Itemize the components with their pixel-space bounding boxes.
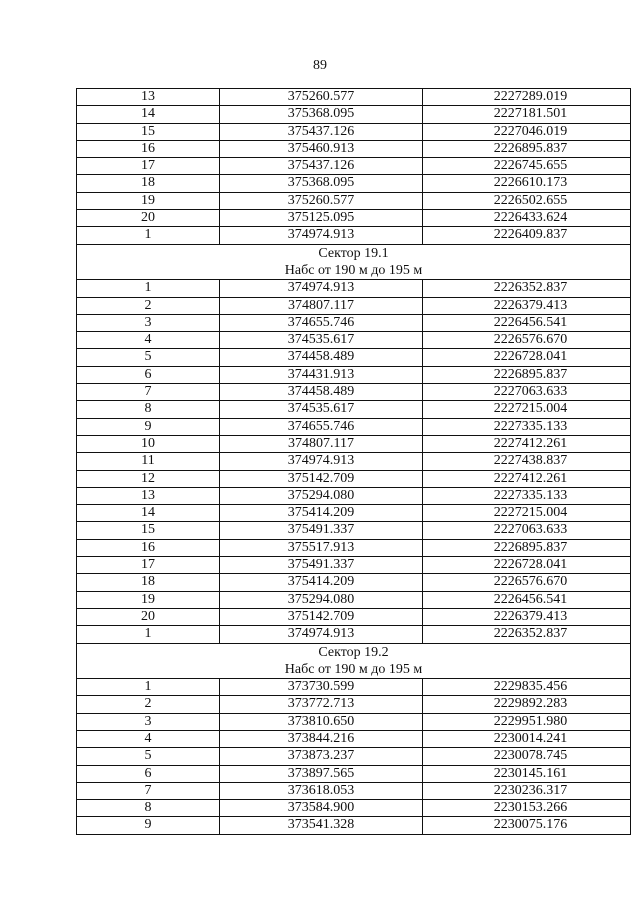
cell-text: 14 xyxy=(141,505,155,521)
cell-text: 374807.117 xyxy=(288,297,354,313)
y-coordinate-cell xyxy=(423,349,631,366)
cell-text: 13 xyxy=(141,89,155,104)
y-coordinate-cell xyxy=(423,592,631,609)
x-coordinate-cell xyxy=(220,436,423,453)
x-coordinate-cell xyxy=(220,783,423,800)
table-row xyxy=(77,436,631,453)
section-subtitle: Набс от 190 м до 195 м xyxy=(284,661,423,677)
cell-text: 9 xyxy=(144,817,152,833)
cell-text: 2229951.980 xyxy=(493,713,568,729)
section-title: Сектор 19.2 xyxy=(318,644,389,660)
point-number-cell xyxy=(77,574,220,591)
cell-text: 16 xyxy=(141,539,155,555)
table-row xyxy=(77,453,631,470)
cell-text: 2226576.670 xyxy=(493,574,568,590)
table-row xyxy=(77,696,631,713)
cell-text: 4 xyxy=(144,332,152,348)
cell-text: 2226379.413 xyxy=(493,297,568,313)
table-row xyxy=(77,298,631,315)
table-block xyxy=(77,280,631,643)
cell-text: 2226433.624 xyxy=(493,210,568,226)
cell-text: 2227046.019 xyxy=(493,123,568,139)
point-number-cell xyxy=(77,367,220,384)
cell-text: 2230014.241 xyxy=(493,730,568,746)
cell-text: 20 xyxy=(141,608,155,624)
table-row xyxy=(77,89,631,106)
cell-text: 2230075.176 xyxy=(493,817,568,833)
y-coordinate-cell xyxy=(423,609,631,626)
y-coordinate-cell xyxy=(423,748,631,765)
cell-text: 12 xyxy=(141,470,155,486)
x-coordinate-cell xyxy=(220,696,423,713)
table-row xyxy=(77,626,631,643)
y-coordinate-cell xyxy=(423,731,631,748)
cell-text: 2 xyxy=(144,696,152,712)
table-row xyxy=(77,280,631,297)
x-coordinate-cell xyxy=(220,766,423,783)
cell-text: 7 xyxy=(144,782,152,798)
point-number-cell xyxy=(77,419,220,436)
point-number-cell xyxy=(77,298,220,315)
table-row xyxy=(77,315,631,332)
y-coordinate-cell xyxy=(423,696,631,713)
table-row xyxy=(77,540,631,557)
point-number-cell xyxy=(77,106,220,123)
x-coordinate-cell xyxy=(220,175,423,192)
table-row xyxy=(77,193,631,210)
x-coordinate-cell xyxy=(220,609,423,626)
cell-text: 373810.650 xyxy=(287,713,355,729)
cell-text: 2227438.837 xyxy=(493,453,568,469)
x-coordinate-cell xyxy=(220,89,423,106)
cell-text: 375294.080 xyxy=(287,487,355,503)
y-coordinate-cell xyxy=(423,315,631,332)
point-number-cell xyxy=(77,210,220,227)
table-row xyxy=(77,679,631,696)
cell-text: 375437.126 xyxy=(287,123,355,139)
cell-text: 2227215.004 xyxy=(493,401,568,417)
point-number-cell xyxy=(77,679,220,696)
cell-text: 8 xyxy=(144,800,152,816)
cell-text: 374458.489 xyxy=(287,384,355,400)
x-coordinate-cell xyxy=(220,349,423,366)
cell-text: 375491.337 xyxy=(287,557,355,573)
x-coordinate-cell xyxy=(220,298,423,315)
table-row xyxy=(77,175,631,192)
y-coordinate-cell xyxy=(423,488,631,505)
cell-text: 2226728.041 xyxy=(493,557,568,573)
cell-text: 2227063.633 xyxy=(493,522,568,538)
cell-text: 2226728.041 xyxy=(493,349,568,365)
cell-text: 2227181.501 xyxy=(493,106,568,122)
cell-text: 375414.209 xyxy=(287,574,355,590)
cell-text: 2230153.266 xyxy=(493,800,568,816)
x-coordinate-cell xyxy=(220,210,423,227)
cell-text: 373844.216 xyxy=(287,730,355,746)
point-number-cell xyxy=(77,731,220,748)
cell-text: 373584.900 xyxy=(287,800,355,816)
cell-text: 375491.337 xyxy=(287,522,355,538)
x-coordinate-cell xyxy=(220,106,423,123)
cell-text: 2226895.837 xyxy=(493,140,568,156)
x-coordinate-cell xyxy=(220,193,423,210)
point-number-cell xyxy=(77,505,220,522)
cell-text: 2226456.541 xyxy=(493,591,568,607)
cell-text: 20 xyxy=(141,210,155,226)
table-row xyxy=(77,557,631,574)
table-row xyxy=(77,748,631,765)
cell-text: 2230145.161 xyxy=(493,765,568,781)
table-row xyxy=(77,574,631,591)
table-row xyxy=(77,800,631,817)
cell-text: 13 xyxy=(141,487,155,503)
cell-text: 15 xyxy=(141,123,155,139)
cell-text: 10 xyxy=(141,435,155,451)
section-header xyxy=(77,245,631,281)
x-coordinate-cell xyxy=(220,332,423,349)
cell-text: 1 xyxy=(144,227,152,243)
cell-text: 2230078.745 xyxy=(493,748,568,764)
point-number-cell xyxy=(77,557,220,574)
y-coordinate-cell xyxy=(423,505,631,522)
point-number-cell xyxy=(77,89,220,106)
table-row xyxy=(77,714,631,731)
cell-text: 2226456.541 xyxy=(493,314,568,330)
point-number-cell xyxy=(77,766,220,783)
table-row xyxy=(77,731,631,748)
point-number-cell xyxy=(77,609,220,626)
y-coordinate-cell xyxy=(423,210,631,227)
cell-text: 375414.209 xyxy=(287,505,355,521)
point-number-cell xyxy=(77,332,220,349)
cell-text: 2226576.670 xyxy=(493,332,568,348)
cell-text: 16 xyxy=(141,140,155,156)
table-row xyxy=(77,471,631,488)
x-coordinate-cell xyxy=(220,141,423,158)
cell-text: 2226409.837 xyxy=(493,227,568,243)
table-row xyxy=(77,419,631,436)
table-row xyxy=(77,106,631,123)
point-number-cell xyxy=(77,748,220,765)
cell-text: 373541.328 xyxy=(287,817,355,833)
table-row xyxy=(77,227,631,244)
x-coordinate-cell xyxy=(220,419,423,436)
cell-text: 374974.913 xyxy=(287,453,355,469)
x-coordinate-cell xyxy=(220,401,423,418)
table-row xyxy=(77,141,631,158)
y-coordinate-cell xyxy=(423,124,631,141)
cell-text: 1 xyxy=(144,626,152,642)
cell-text: 375125.095 xyxy=(287,210,355,226)
y-coordinate-cell xyxy=(423,626,631,643)
cell-text: 8 xyxy=(144,401,152,417)
table-row xyxy=(77,401,631,418)
cell-text: 374655.746 xyxy=(287,314,355,330)
cell-text: 2226895.837 xyxy=(493,366,568,382)
y-coordinate-cell xyxy=(423,367,631,384)
point-number-cell xyxy=(77,714,220,731)
cell-text: 14 xyxy=(141,106,155,122)
table-row xyxy=(77,158,631,175)
cell-text: 2227335.133 xyxy=(493,418,568,434)
cell-text: 374974.913 xyxy=(287,626,355,642)
x-coordinate-cell xyxy=(220,453,423,470)
cell-text: 2226352.837 xyxy=(493,280,568,296)
point-number-cell xyxy=(77,540,220,557)
point-number-cell xyxy=(77,280,220,297)
cell-text: 373897.565 xyxy=(287,765,355,781)
table-row xyxy=(77,766,631,783)
point-number-cell xyxy=(77,227,220,244)
x-coordinate-cell xyxy=(220,679,423,696)
y-coordinate-cell xyxy=(423,540,631,557)
point-number-cell xyxy=(77,401,220,418)
cell-text: 6 xyxy=(144,765,152,781)
cell-text: 374807.117 xyxy=(288,435,354,451)
cell-text: 2226502.655 xyxy=(493,192,568,208)
point-number-cell xyxy=(77,193,220,210)
y-coordinate-cell xyxy=(423,453,631,470)
y-coordinate-cell xyxy=(423,679,631,696)
section-title: Сектор 19.1 xyxy=(318,245,389,261)
table-row xyxy=(77,817,631,834)
cell-text: 2226895.837 xyxy=(493,539,568,555)
x-coordinate-cell xyxy=(220,574,423,591)
point-number-cell xyxy=(77,471,220,488)
y-coordinate-cell xyxy=(423,280,631,297)
cell-text: 374431.913 xyxy=(287,366,355,382)
cell-text: 15 xyxy=(141,522,155,538)
y-coordinate-cell xyxy=(423,766,631,783)
cell-text: 6 xyxy=(144,366,152,382)
table-row xyxy=(77,367,631,384)
x-coordinate-cell xyxy=(220,714,423,731)
table-row xyxy=(77,488,631,505)
y-coordinate-cell xyxy=(423,193,631,210)
y-coordinate-cell xyxy=(423,298,631,315)
cell-text: 373873.237 xyxy=(287,748,355,764)
x-coordinate-cell xyxy=(220,280,423,297)
cell-text: 2226352.837 xyxy=(493,626,568,642)
cell-text: 373730.599 xyxy=(287,679,355,695)
table-row xyxy=(77,384,631,401)
y-coordinate-cell xyxy=(423,141,631,158)
cell-text: 5 xyxy=(144,349,152,365)
point-number-cell xyxy=(77,158,220,175)
cell-text: 2227412.261 xyxy=(493,470,568,486)
cell-text: 2229892.283 xyxy=(493,696,568,712)
section-subtitle: Набс от 190 м до 195 м xyxy=(284,262,423,278)
x-coordinate-cell xyxy=(220,557,423,574)
cell-text: 2227289.019 xyxy=(493,89,568,104)
cell-text: 1 xyxy=(144,280,152,296)
y-coordinate-cell xyxy=(423,817,631,834)
cell-text: 1 xyxy=(144,679,152,695)
y-coordinate-cell xyxy=(423,471,631,488)
cell-text: 2226745.655 xyxy=(493,158,568,174)
y-coordinate-cell xyxy=(423,557,631,574)
cell-text: 375517.913 xyxy=(287,539,355,555)
x-coordinate-cell xyxy=(220,471,423,488)
table-row xyxy=(77,609,631,626)
point-number-cell xyxy=(77,141,220,158)
point-number-cell xyxy=(77,436,220,453)
cell-text: 18 xyxy=(141,574,155,590)
cell-text: 2227215.004 xyxy=(493,505,568,521)
table-row xyxy=(77,210,631,227)
cell-text: 3 xyxy=(144,314,152,330)
x-coordinate-cell xyxy=(220,124,423,141)
cell-text: 2230236.317 xyxy=(493,782,568,798)
table-row xyxy=(77,783,631,800)
point-number-cell xyxy=(77,592,220,609)
point-number-cell xyxy=(77,124,220,141)
y-coordinate-cell xyxy=(423,522,631,539)
cell-text: 2227063.633 xyxy=(493,384,568,400)
x-coordinate-cell xyxy=(220,592,423,609)
y-coordinate-cell xyxy=(423,714,631,731)
cell-text: 375142.709 xyxy=(287,470,355,486)
cell-text: 19 xyxy=(141,192,155,208)
table-block xyxy=(77,679,631,835)
x-coordinate-cell xyxy=(220,227,423,244)
y-coordinate-cell xyxy=(423,800,631,817)
table-row xyxy=(77,349,631,366)
cell-text: 375142.709 xyxy=(287,608,355,624)
cell-text: 374974.913 xyxy=(287,227,355,243)
point-number-cell xyxy=(77,817,220,834)
y-coordinate-cell xyxy=(423,175,631,192)
y-coordinate-cell xyxy=(423,384,631,401)
table-row xyxy=(77,522,631,539)
point-number-cell xyxy=(77,453,220,470)
cell-text: 374655.746 xyxy=(287,418,355,434)
y-coordinate-cell xyxy=(423,227,631,244)
cell-text: 9 xyxy=(144,418,152,434)
y-coordinate-cell xyxy=(423,89,631,106)
cell-text: 2227412.261 xyxy=(493,435,568,451)
table-row xyxy=(77,332,631,349)
point-number-cell xyxy=(77,696,220,713)
x-coordinate-cell xyxy=(220,505,423,522)
y-coordinate-cell xyxy=(423,783,631,800)
x-coordinate-cell xyxy=(220,367,423,384)
point-number-cell xyxy=(77,783,220,800)
x-coordinate-cell xyxy=(220,158,423,175)
cell-text: 2226379.413 xyxy=(493,608,568,624)
x-coordinate-cell xyxy=(220,626,423,643)
cell-text: 2 xyxy=(144,297,152,313)
cell-text: 17 xyxy=(141,557,155,573)
x-coordinate-cell xyxy=(220,731,423,748)
cell-text: 2227335.133 xyxy=(493,487,568,503)
coordinates-table xyxy=(76,88,631,835)
cell-text: 374535.617 xyxy=(287,401,355,417)
y-coordinate-cell xyxy=(423,106,631,123)
point-number-cell xyxy=(77,384,220,401)
y-coordinate-cell xyxy=(423,436,631,453)
y-coordinate-cell xyxy=(423,332,631,349)
page-number: 89 xyxy=(313,58,327,73)
x-coordinate-cell xyxy=(220,488,423,505)
table-row xyxy=(77,124,631,141)
cell-text: 3 xyxy=(144,713,152,729)
point-number-cell xyxy=(77,349,220,366)
table-block xyxy=(77,89,631,245)
cell-text: 7 xyxy=(144,384,152,400)
point-number-cell xyxy=(77,175,220,192)
y-coordinate-cell xyxy=(423,158,631,175)
x-coordinate-cell xyxy=(220,748,423,765)
cell-text: 2226610.173 xyxy=(493,175,568,191)
cell-text: 374974.913 xyxy=(287,280,355,296)
point-number-cell xyxy=(77,315,220,332)
cell-text: 375460.913 xyxy=(287,140,355,156)
cell-text: 4 xyxy=(144,730,152,746)
cell-text: 18 xyxy=(141,175,155,191)
point-number-cell xyxy=(77,626,220,643)
y-coordinate-cell xyxy=(423,419,631,436)
cell-text: 374535.617 xyxy=(287,332,355,348)
point-number-cell xyxy=(77,800,220,817)
cell-text: 19 xyxy=(141,591,155,607)
section-header xyxy=(77,644,631,680)
cell-text: 375437.126 xyxy=(287,158,355,174)
cell-text: 375260.577 xyxy=(287,89,355,104)
y-coordinate-cell xyxy=(423,574,631,591)
table-row xyxy=(77,592,631,609)
cell-text: 375368.095 xyxy=(287,106,355,122)
x-coordinate-cell xyxy=(220,315,423,332)
y-coordinate-cell xyxy=(423,401,631,418)
x-coordinate-cell xyxy=(220,800,423,817)
cell-text: 374458.489 xyxy=(287,349,355,365)
cell-text: 5 xyxy=(144,748,152,764)
x-coordinate-cell xyxy=(220,540,423,557)
cell-text: 373772.713 xyxy=(287,696,355,712)
cell-text: 375294.080 xyxy=(287,591,355,607)
cell-text: 2229835.456 xyxy=(493,679,568,695)
cell-text: 17 xyxy=(141,158,155,174)
cell-text: 11 xyxy=(141,453,155,469)
x-coordinate-cell xyxy=(220,522,423,539)
x-coordinate-cell xyxy=(220,817,423,834)
x-coordinate-cell xyxy=(220,384,423,401)
point-number-cell xyxy=(77,522,220,539)
cell-text: 375368.095 xyxy=(287,175,355,191)
point-number-cell xyxy=(77,488,220,505)
cell-text: 373618.053 xyxy=(287,782,355,798)
cell-text: 375260.577 xyxy=(287,192,355,208)
table-row xyxy=(77,505,631,522)
